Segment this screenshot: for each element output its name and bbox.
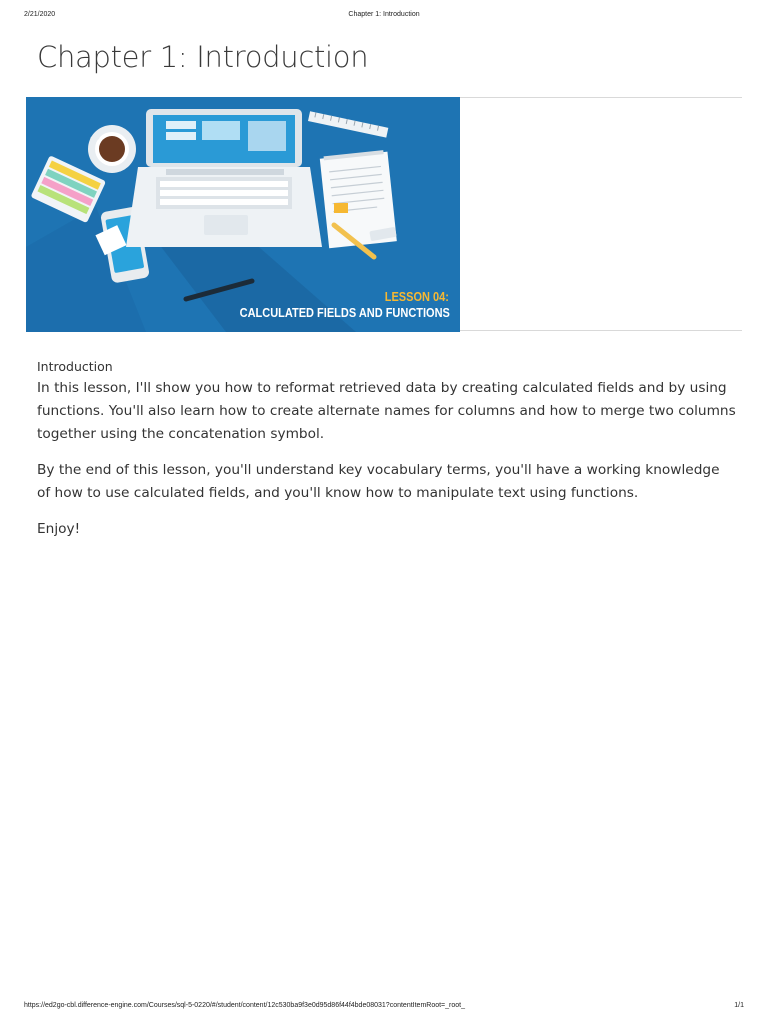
print-header-title: Chapter 1: Introduction — [348, 11, 420, 18]
print-date: 2/21/2020 — [24, 11, 56, 18]
print-url: https://ed2go-cbl.difference-engine.com/Courses/sql-5-0220/#/student/content/12c530ba9f3e0d95d86f44f4bde08031?contentItemRoot=_root_ — [24, 1002, 465, 1009]
body-paragraph: Enjoy! — [37, 521, 81, 537]
banner-divider — [460, 330, 742, 331]
print-footer — [24, 1002, 744, 1012]
body-paragraph: In this lesson, I'll show you how to reformat retrieved data by creating calculated fields and by using functions. You'll also learn how to create alternate names for columns and how to merge two columns together using the concatenation symbol. — [37, 380, 736, 442]
page-title: Chapter 1: Introduction — [37, 40, 369, 74]
laptop-icon — [126, 109, 322, 247]
lesson-banner-image — [26, 97, 460, 332]
lesson-title: CALCULATED FIELDS AND FUNCTIONS — [239, 306, 450, 320]
lesson-number: LESSON 04: — [384, 290, 449, 304]
section-label: Introduction — [37, 359, 113, 374]
body-paragraph: By the end of this lesson, you'll understand key vocabulary terms, you'll have a working knowledge of how to use calculated fields, and you'll know how to manipulate text using functions. — [37, 462, 720, 501]
coffee-cup-icon — [88, 125, 136, 173]
page-number: 1/1 — [734, 1002, 744, 1009]
lesson-body — [37, 377, 737, 554]
print-header — [24, 11, 744, 21]
